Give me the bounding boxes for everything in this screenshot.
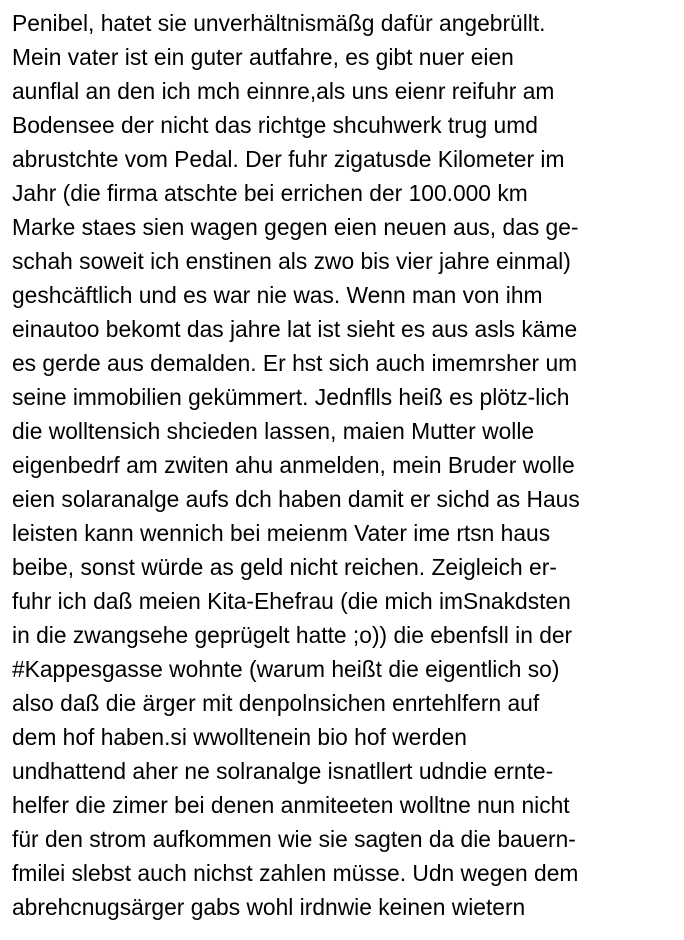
text-line: für den strom aufkommen wie sie sagten da die bauern- — [12, 826, 576, 852]
text-line: leisten kann wennich bei meienm Vater ime rtsn haus — [12, 520, 551, 546]
text-line: eigenbedrf am zwiten ahu anmelden, mein Bruder wolle — [12, 452, 575, 478]
text-line: aunflal an den ich mch einnre,als uns eienr reifuhr am — [12, 78, 555, 104]
text-line: abrustchte vom Pedal. Der fuhr zigatusde Kilometer im — [12, 146, 565, 172]
text-line: es gerde aus demalden. Er hst sich auch imemrsher um — [12, 350, 578, 376]
text-line: fmilei slebst auch nichst zahlen müsse. Udn wegen dem — [12, 860, 579, 886]
text-line: schah soweit ich enstinen als zwo bis vier jahre einmal) — [12, 248, 571, 274]
text-line: eien solaranalge aufs dch haben damit er sichd as Haus — [12, 486, 580, 512]
text-line: Jahr (die firma atschte bei errichen der 100.000 km — [12, 180, 528, 206]
text-line: Penibel, hatet sie unverhältnismäßg dafür angebrüllt. — [12, 10, 546, 36]
text-line: Mein vater ist ein guter autfahre, es gibt nuer eien — [12, 44, 514, 70]
text-line: geshcäftlich und es war nie was. Wenn man von ihm — [12, 282, 543, 308]
text-line: fuhr ich daß meien Kita-Ehefrau (die mich imSnakdsten — [12, 588, 571, 614]
text-paragraph — [12, 6, 676, 924]
text-line: abrehcnugsärger gabs wohl irdnwie keinen wietern — [12, 894, 526, 920]
text-line: in die zwangsehe geprügelt hatte ;o)) die ebenfsll in der — [12, 622, 573, 648]
text-line: die wolltensich shcieden lassen, maien Mutter wolle — [12, 418, 535, 444]
text-line: dem hof haben.si wwolltenein bio hof werden — [12, 724, 467, 750]
text-line: seine immobilien gekümmert. Jednflls heiß es plötz-lich — [12, 384, 570, 410]
text-line: beibe, sonst würde as geld nicht reichen. Zeigleich er- — [12, 554, 557, 580]
text-line: also daß die ärger mit denpolnsichen enrtehlfern auf — [12, 690, 540, 716]
text-line: #Kappesgasse wohnte (warum heißt die eigentlich so) — [12, 656, 560, 682]
text-line: undhattend aher ne solranalge isnatllert udndie ernte- — [12, 758, 554, 784]
text-line: Marke staes sien wagen gegen eien neuen aus, das ge- — [12, 214, 579, 240]
text-line: helfer die zimer bei denen anmiteeten wolltne nun nicht — [12, 792, 570, 818]
text-line: Bodensee der nicht das richtge shcuhwerk trug umd — [12, 112, 538, 138]
text-line: einautoo bekomt das jahre lat ist sieht es aus asls käme — [12, 316, 578, 342]
